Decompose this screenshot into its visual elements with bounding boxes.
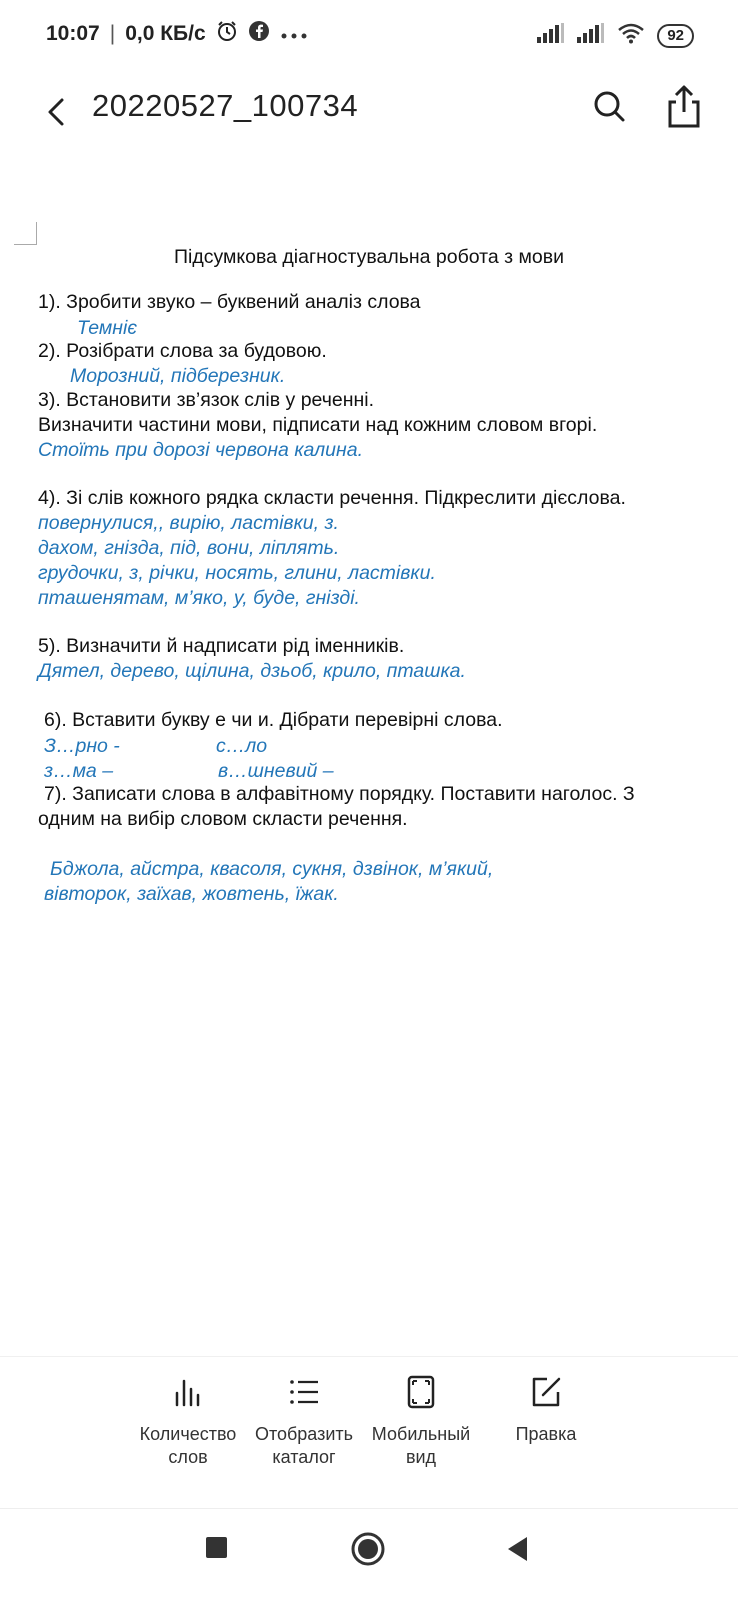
show-catalog-label: [239, 1423, 369, 1469]
mobile-view-label-line-1: Мобильный: [371, 1424, 471, 1444]
mobile-view-icon: [404, 1375, 438, 1409]
bar-chart-icon: [171, 1375, 205, 1409]
task-7-cont: одним на вибір словом скласти речення.: [38, 808, 408, 830]
list-icon: [287, 1375, 321, 1409]
document-title: Підсумкова діагностувальна робота з мови: [173, 246, 564, 268]
answer-6-word-2: с…ло: [216, 735, 268, 757]
answer-6-word-3: з…ма –: [44, 760, 114, 782]
answer-2: Морозний, підберезник.: [70, 365, 286, 387]
answer-4-row-1: повернулися,, вирію, ластівки, з.: [38, 512, 339, 534]
word-count-label-line-2: слов: [168, 1447, 208, 1467]
status-separator: |: [109, 22, 116, 45]
task-6: 6). Вставити букву е чи и. Дібрати перевірні слова.: [44, 709, 503, 731]
word-count-label: [123, 1423, 253, 1469]
answer-6-word-1: З…рно -: [44, 735, 120, 757]
back-icon[interactable]: [505, 1535, 531, 1568]
word-count-button[interactable]: [123, 1375, 253, 1469]
network-speed: 0,0 КБ/с: [125, 22, 206, 45]
answer-1: Темніє: [77, 317, 137, 339]
answer-4-row-4: пташенятам, м’яко, у, буде, гнізді.: [38, 587, 360, 609]
task-3-cont: Визначити частини мови, підписати над кожним словом вгорі.: [38, 414, 598, 436]
page-corner-mark: [14, 222, 37, 245]
word-count-label-line-1: Количество: [139, 1424, 237, 1444]
answer-4-row-3: грудочки, з, річки, носять, глини, ластівки.: [38, 562, 436, 584]
answer-5: Дятел, дерево, щілина, дзьоб, крило, пташка.: [38, 660, 466, 682]
show-catalog-label-line-2: каталог: [272, 1447, 336, 1467]
answer-6-word-4: в…шневий –: [218, 760, 334, 782]
answer-7-row-1: Бджола, айстра, квасоля, сукня, дзвінок, м’який,: [50, 858, 494, 880]
task-1: 1). Зробити звуко – буквений аналіз слова: [38, 291, 421, 313]
task-2: 2). Розібрати слова за будовою.: [38, 340, 327, 362]
show-catalog-button[interactable]: [239, 1375, 369, 1469]
task-7: 7). Записати слова в алфавітному порядку. Поставити наголос. З: [44, 783, 635, 805]
home-icon[interactable]: [350, 1531, 386, 1572]
task-3: 3). Встановити зв’язок слів у реченні.: [38, 389, 375, 411]
answer-3: Стоїть при дорозі червона калина.: [38, 439, 363, 461]
edit-icon: [529, 1375, 563, 1409]
status-time: 10:07: [46, 22, 100, 45]
answer-4-row-2: дахом, гнізда, під, вони, ліплять.: [38, 537, 340, 559]
task-5: 5). Визначити й надписати рід іменників.: [38, 635, 405, 657]
mobile-view-label: [356, 1423, 486, 1469]
edit-label-line-1: Правка: [515, 1424, 577, 1444]
bottom-toolbar: [0, 1356, 738, 1507]
edit-label: [481, 1423, 611, 1446]
edit-button[interactable]: [481, 1375, 611, 1446]
mobile-view-button[interactable]: [356, 1375, 486, 1469]
system-navbar: [0, 1508, 738, 1600]
battery-icon: 92: [657, 24, 694, 48]
show-catalog-label-line-1: Отобразить: [254, 1424, 354, 1444]
recent-apps-icon[interactable]: [204, 1535, 230, 1566]
task-4: 4). Зі слів кожного рядка скласти речення. Підкреслити дієслова.: [38, 487, 626, 509]
mobile-view-label-line-2: вид: [405, 1447, 437, 1467]
page-title: 20220527_100734: [92, 88, 359, 123]
answer-7-row-2: вівторок, заїхав, жовтень, їжак.: [44, 883, 339, 905]
